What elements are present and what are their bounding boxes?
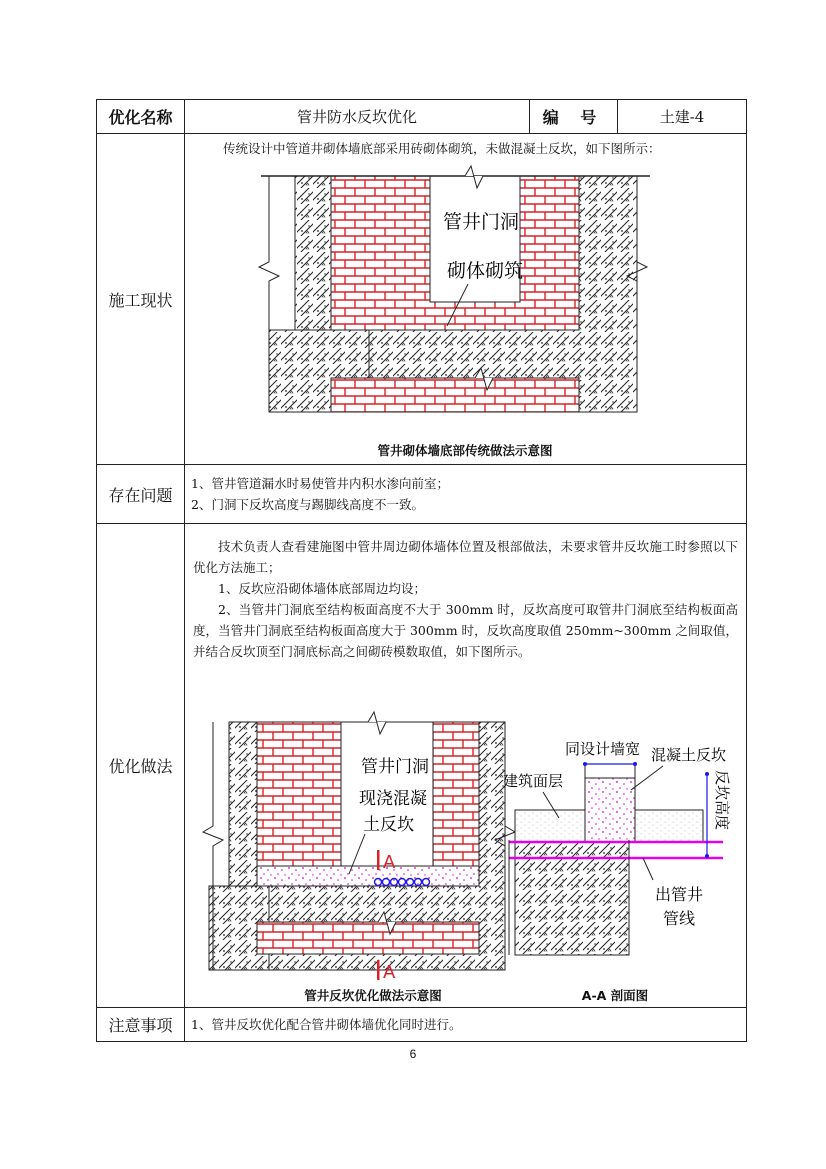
optimization-form [96, 99, 747, 1042]
fig1-caption: 管井反坎优化做法示意图 [304, 988, 442, 1003]
fig-label-masonry: 砌体砌筑 [447, 260, 524, 282]
current-cell [185, 134, 747, 465]
opt-para-1: 技术负责人查看建施图中管井周边砌体墙体位置及根部做法，未要求管井反坎施工时参照以下优化方法施工； [193, 539, 738, 575]
fig1-label-concrete: 现浇混凝 [359, 789, 427, 809]
section-diagram [503, 730, 739, 960]
fig2-label-pipe-2: 管线 [663, 909, 696, 928]
current-text: 传统设计中管道井砌体墙底部采用砖砌体砌筑，未做混凝土反坎，如下图所示： [223, 141, 661, 156]
fig1-label-curb: 土反坎 [363, 815, 414, 835]
opt-para-2: 1、反坎应沿砌体墙体底部周边均设； [218, 581, 426, 596]
number-value: 土建-4 [618, 100, 747, 134]
fig2-caption: A-A 剖面图 [581, 988, 649, 1003]
problems-label: 存在问题 [97, 465, 185, 524]
page-number: 6 [409, 1047, 417, 1061]
notes-text: 1、管井反坎优化配合管井砌体墙优化同时进行。 [185, 1008, 747, 1042]
section-mark-bottom: A [383, 962, 396, 983]
optimization-label: 优化做法 [97, 524, 185, 1008]
current-caption: 管井砌体墙底部传统做法示意图 [377, 443, 553, 458]
name-value: 管井防水反坎优化 [185, 100, 530, 134]
fig1-label-door: 管井门洞 [361, 757, 429, 777]
fig2-label-height: 反坎高度 [713, 770, 731, 831]
opt-para-3: 2、当管井门洞底至结构板面高度不大于 300mm 时，反坎高度可取管井门洞底至结构板面高度，当管井门洞底至结构板面高度大于 300mm 时，反坎高度取值 250mm~300mm 之间取值，并结合反坎顶至门洞底标高之间砌砖模数取值，如下图所示。 [193, 602, 738, 659]
problem-item: 1、管井管道漏水时易使管井内积水渗向前室； [191, 476, 449, 491]
optimization-cell [185, 524, 747, 1008]
fig2-label-width: 同设计墙宽 [565, 740, 641, 758]
current-label: 施工现状 [97, 134, 185, 465]
optimized-diagram [203, 716, 513, 983]
problems-cell [185, 465, 747, 524]
fig2-label-pipe-1: 出管井 [655, 885, 704, 904]
section-mark-top: A [383, 852, 396, 873]
fig2-label-floor: 建筑面层 [503, 772, 564, 790]
number-label: 编 号 [530, 100, 618, 134]
name-label: 优化名称 [97, 100, 185, 134]
fig2-label-curb: 混凝土反坎 [651, 746, 727, 764]
traditional-diagram [185, 172, 745, 434]
notes-label: 注意事项 [97, 1008, 185, 1042]
problem-item: 2、门洞下反坎高度与踢脚线高度不一致。 [191, 497, 424, 512]
fig-label-door: 管井门洞 [443, 211, 520, 233]
